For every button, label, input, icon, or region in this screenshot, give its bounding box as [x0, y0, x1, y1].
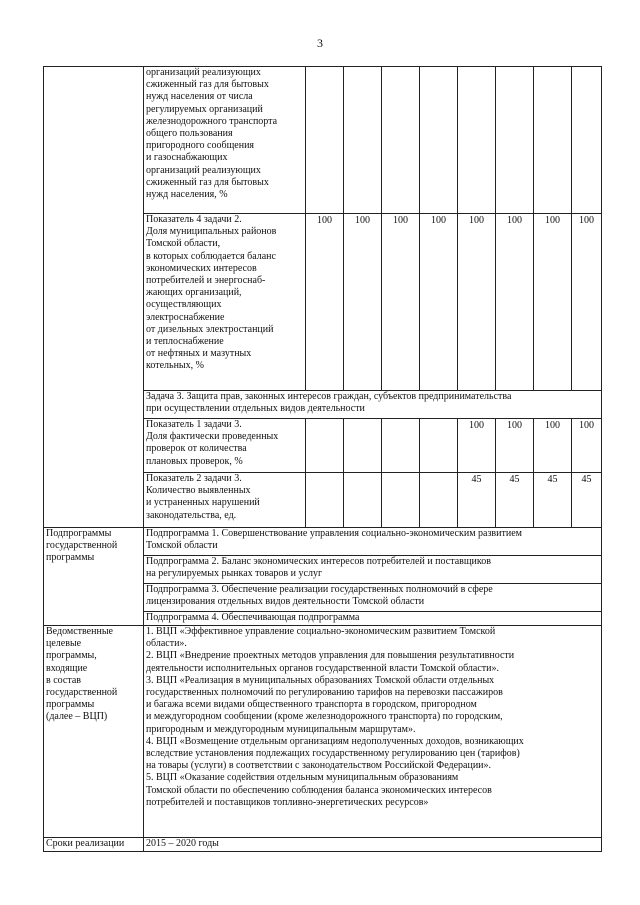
- value-cell: [382, 473, 420, 528]
- indicator-cell: Показатель 2 задачи 3. Количество выявленных и устраненных нарушений законодательства, ед.: [144, 473, 306, 528]
- value-cell: [306, 473, 344, 528]
- value-cell: 100: [458, 419, 496, 473]
- value-cell: [344, 67, 382, 214]
- value-cell: [344, 473, 382, 528]
- table-row: [44, 67, 602, 214]
- value-cell: 45: [572, 473, 602, 528]
- passport-table: [43, 66, 602, 852]
- value-cell: [306, 67, 344, 214]
- vcp-list: 1. ВЦП «Эффективное управление социально-экономическим развитием Томской области». 2. ВЦП «Внедрение проектных методов управления для повышения результативности деятельности исполнительных органов государственной власти Томской области». 3. ВЦП «Реализация в муниципальных образованиях Томской области отдельных государственных полномочий по регулированию тарифов на перевозки пассажиров и багажа всеми видами общественного транспорта в городском, пригородном и междугородном сообщении (кроме железнодорожного транспорта) по городским, пригородным и междугородным муниципальным маршрутам». 4. ВЦП «Возмещение отдельным организациям недополученных доходов, возникающих вследствие установления подлежащих государственному регулированию цен (тарифов) на товары (услуги) в соответствии с законодательством Российской Федерации». 5. ВЦП «Оказание содействия отдельным муниципальным образованиям Томской области по обеспечению соблюдения баланса экономических интересов потребителей и поставщиков топливно-энергетических ресурсов»: [144, 626, 602, 838]
- value-cell: [382, 419, 420, 473]
- task-heading: Задача 3. Защита прав, законных интересов граждан, субъектов предпринимательства при осуществлении отдельных видов деятельности: [144, 391, 602, 419]
- value-cell: [382, 67, 420, 214]
- indicator-cell: организаций реализующих сжиженный газ для бытовых нужд населения от числа регулируемых организаций железнодорожного транспорта общего пользования пригородного сообщения и газоснабжающих организаций реализующих сжиженный газ для бытовых нужд населения, %: [144, 67, 306, 214]
- value-cell: [344, 419, 382, 473]
- value-cell: [420, 473, 458, 528]
- value-cell: 100: [420, 214, 458, 391]
- goal-label-cell: [44, 67, 144, 528]
- subprogram-item: Подпрограмма 1. Совершенствование управления социально-экономическим развитием Томской области: [144, 528, 602, 556]
- value-cell: [420, 67, 458, 214]
- value-cell: [306, 419, 344, 473]
- subprogram-item: Подпрограмма 4. Обеспечивающая подпрограмма: [144, 612, 602, 626]
- table-row: [44, 528, 602, 556]
- vcp-label: Ведомственные целевые программы, входящие в состав государственной программы (далее – ВЦП): [44, 626, 144, 838]
- value-cell: 100: [306, 214, 344, 391]
- value-cell: 100: [496, 214, 534, 391]
- value-cell: [458, 67, 496, 214]
- value-cell: 100: [344, 214, 382, 391]
- table-row: [44, 838, 602, 852]
- subprogram-item: Подпрограмма 3. Обеспечение реализации государственных полномочий в сфере лицензирования отдельных видов деятельности Томской области: [144, 584, 602, 612]
- page-number: 3: [317, 36, 323, 50]
- term-value: 2015 – 2020 годы: [144, 838, 602, 852]
- value-cell: 100: [534, 419, 572, 473]
- term-label: Сроки реализации: [44, 838, 144, 852]
- value-cell: 45: [458, 473, 496, 528]
- value-cell: 100: [572, 419, 602, 473]
- subprograms-label: Подпрограммы государственной программы: [44, 528, 144, 626]
- value-cell: 100: [458, 214, 496, 391]
- table-row: [44, 626, 602, 838]
- value-cell: [496, 67, 534, 214]
- indicator-cell: Показатель 4 задачи 2. Доля муниципальных районов Томской области, в которых соблюдается баланс экономических интересов потребителей и энергоснаб- жающих организаций, осуществляющих электроснабжение от дизельных электростанций и теплоснабжение от нефтяных и мазутных котельных, %: [144, 214, 306, 391]
- subprogram-item: Подпрограмма 2. Баланс экономических интересов потребителей и поставщиков на регулируемых рынках товаров и услуг: [144, 556, 602, 584]
- value-cell: [572, 67, 602, 214]
- value-cell: 100: [382, 214, 420, 391]
- value-cell: [534, 67, 572, 214]
- value-cell: 100: [496, 419, 534, 473]
- value-cell: 45: [496, 473, 534, 528]
- value-cell: 45: [534, 473, 572, 528]
- indicator-cell: Показатель 1 задачи 3. Доля фактически проведенных проверок от количества плановых проверок, %: [144, 419, 306, 473]
- value-cell: 100: [572, 214, 602, 391]
- value-cell: 100: [534, 214, 572, 391]
- value-cell: [420, 419, 458, 473]
